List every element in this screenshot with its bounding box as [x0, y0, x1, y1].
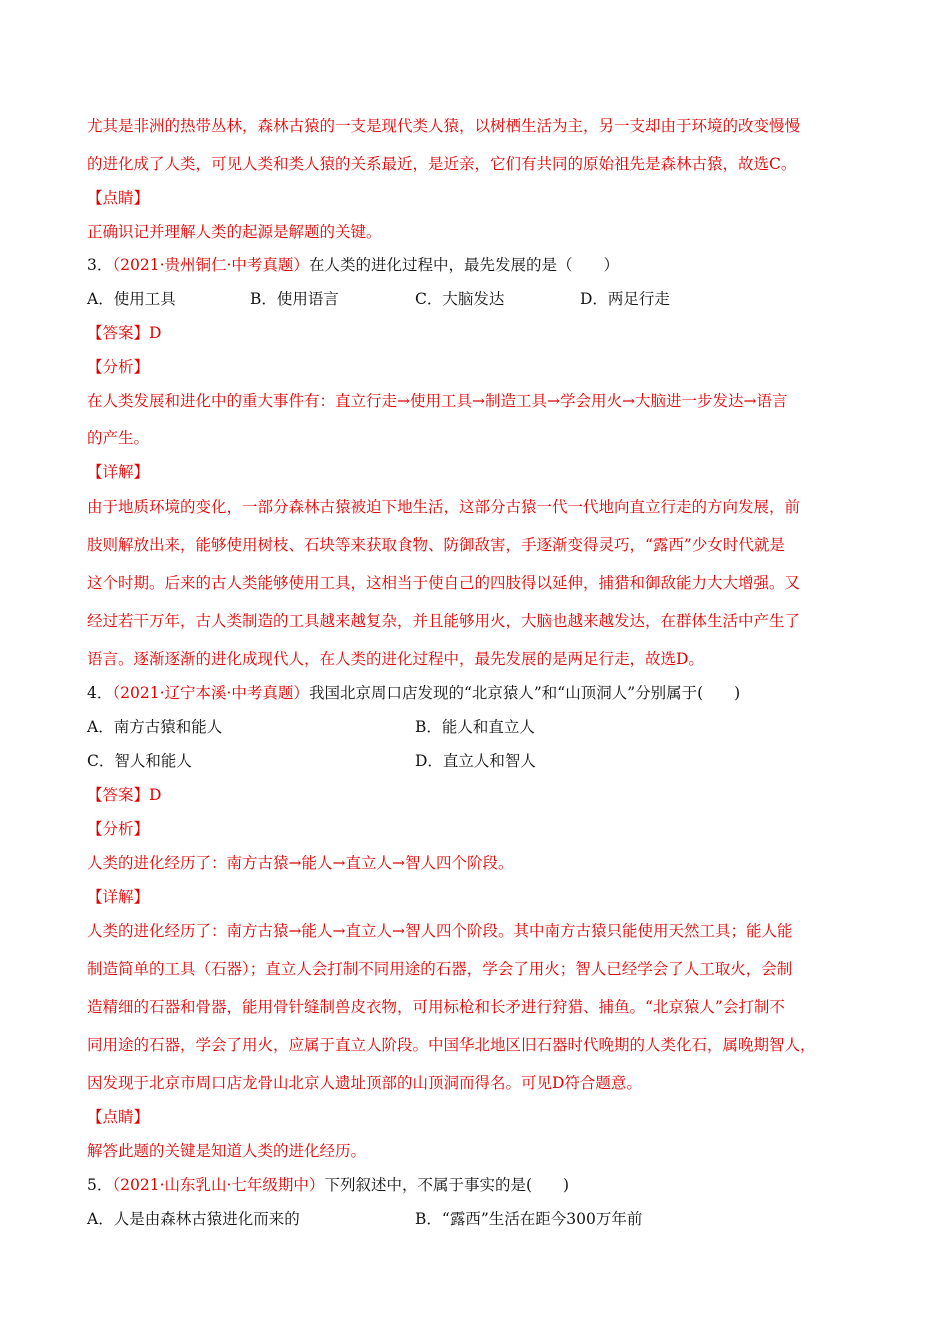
q4-number: 4． [87, 684, 113, 702]
q4-analysis-label: 【分析】 [87, 820, 150, 838]
q4-detail-line: 制造简单的工具（石器）；直立人会打制不同用途的石器，学会了用火；智人已经学会了人工取火，会制 [87, 960, 793, 978]
q3-option-a: A．使用工具 [87, 290, 176, 308]
q4-answer-value: D [149, 786, 162, 804]
q5-question [87, 1174, 569, 1196]
q4-answer [87, 784, 161, 806]
q3-detail-label: 【详解】 [87, 463, 150, 481]
q5-stem: 下列叙述中，不属于事实的是( ) [324, 1176, 570, 1194]
q4-option-a: A．南方古猿和能人 [87, 718, 223, 736]
q3-stem: 在人类的进化过程中，最先发展的是（ ） [308, 256, 619, 274]
q5-option-a: A．人是由森林古猿进化而来的 [87, 1210, 300, 1228]
q4-option-b: B．能人和直立人 [415, 718, 535, 736]
q4-tip-label: 【点睛】 [87, 1108, 150, 1126]
q3-detail-line: 肢则解放出来，能够使用树枝、石块等来获取食物、防御敌害，手逐渐变得灵巧，“露西”少女时代就是 [87, 536, 785, 554]
q3-number: 3． [87, 256, 113, 274]
q4-detail-line: 同用途的石器，学会了用火，应属于直立人阶段。中国华北地区旧石器时代晚期的人类化石，属晚期智人， [87, 1036, 816, 1054]
q3-answer-label: 【答案】 [87, 324, 150, 342]
q4-detail-label: 【详解】 [87, 888, 150, 906]
q4-option-d: D．直立人和智人 [415, 752, 536, 770]
q4-tip-text: 解答此题的关键是知道人类的进化经历。 [87, 1142, 367, 1160]
q4-answer-label: 【答案】 [87, 786, 150, 804]
q3-option-c: C．大脑发达 [415, 290, 505, 308]
q3-analysis-label: 【分析】 [87, 358, 150, 376]
q2-detail-line: 的进化成了人类，可见人类和类人猿的关系最近，是近亲，它们有共同的原始祖先是森林古猿，故选C。 [87, 155, 797, 173]
q3-detail-line: 语言。逐渐逐渐的进化成现代人，在人类的进化过程中，最先发展的是两足行走，故选D。 [87, 650, 704, 668]
q4-analysis-text: 人类的进化经历了：南方古猿→能人→直立人→智人四个阶段。 [87, 854, 514, 872]
q4-detail-line: 人类的进化经历了：南方古猿→能人→直立人→智人四个阶段。其中南方古猿只能使用天然工具；能人能 [87, 922, 793, 940]
q2-detail-line: 尤其是非洲的热带丛林，森林古猿的一支是现代类人猿，以树栖生活为主，另一支却由于环境的改变慢慢 [87, 117, 801, 135]
q3-analysis-line: 在人类发展和进化中的重大事件有：直立行走→使用工具→制造工具→学会用火→大脑进一步发达→语言 [87, 392, 788, 410]
q5-option-b: B．“露西”生活在距今300万年前 [415, 1210, 643, 1228]
q3-source: （2021·贵州铜仁·中考真题） [112, 256, 309, 274]
q3-option-b: B．使用语言 [250, 290, 339, 308]
q2-tip-label: 【点睛】 [87, 189, 150, 207]
q3-detail-line: 经过若干万年，古人类制造的工具越来越复杂，并且能够用火，大脑也越来越发达，在群体生活中产生了 [87, 612, 801, 630]
q3-answer-value: D [149, 324, 162, 342]
q2-tip-text: 正确识记并理解人类的起源是解题的关键。 [87, 223, 382, 241]
q4-source: （2021·辽宁本溪·中考真题） [112, 684, 309, 702]
q3-answer [87, 322, 161, 344]
q4-stem: 我国北京周口店发现的“北京猿人”和“山顶洞人”分别属于( ) [308, 684, 741, 702]
q3-detail-line: 由于地质环境的变化，一部分森林古猿被迫下地生活，这部分古猿一代一代地向直立行走的方向发展，前 [87, 498, 801, 516]
q3-analysis-line: 的产生。 [87, 429, 150, 447]
q4-option-c: C．智人和能人 [87, 752, 192, 770]
q4-detail-line: 因发现于北京市周口店龙骨山北京人遗址顶部的山顶洞而得名。可见D符合题意。 [87, 1074, 642, 1092]
q3-question [87, 254, 619, 276]
q3-option-d: D．两足行走 [580, 290, 670, 308]
q4-question [87, 682, 740, 704]
q5-source: （2021·山东乳山·七年级期中） [112, 1176, 325, 1194]
q4-detail-line: 造精细的石器和骨器，能用骨针缝制兽皮衣物，可用标枪和长矛进行狩猎、捕鱼。“北京猿人”会打制不 [87, 998, 785, 1016]
q5-number: 5． [87, 1176, 113, 1194]
q3-detail-line: 这个时期。后来的古人类能够使用工具，这相当于使自己的四肢得以延伸，捕猎和御敌能力大大增强。又 [87, 574, 801, 592]
